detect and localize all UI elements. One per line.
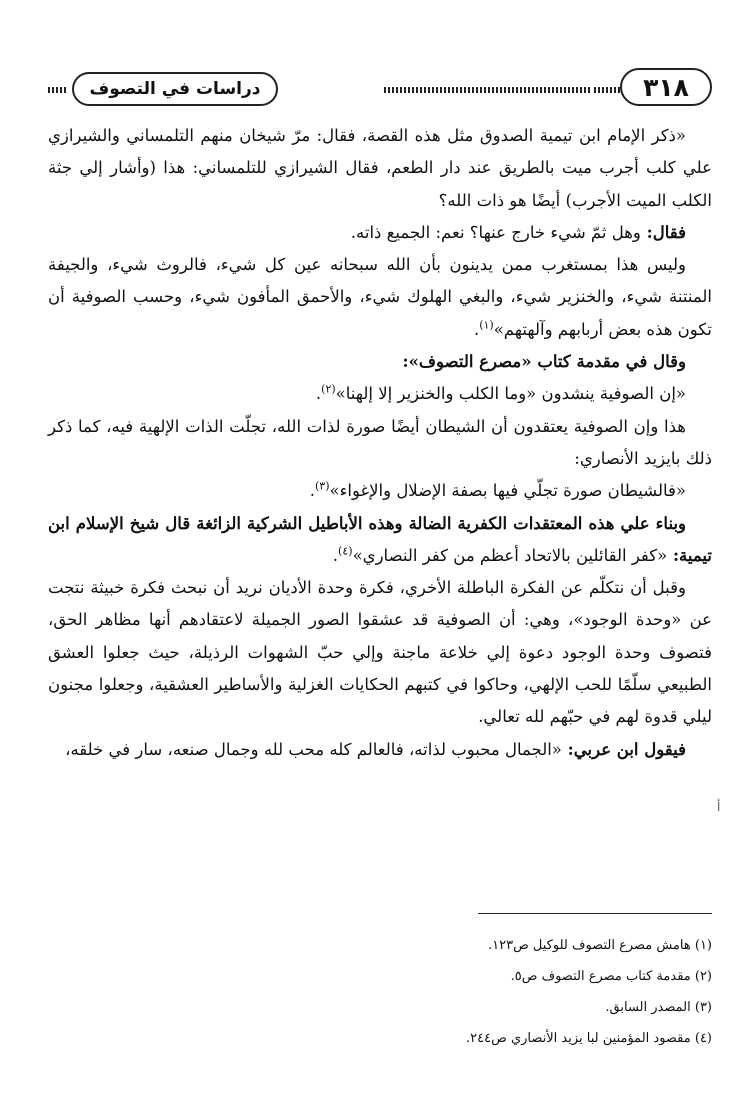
text-run: «فالشيطان صورة تجلّي فيها بصفة الإضلال والإغواء» [329, 481, 686, 501]
bold-text-run: وبناء علي هذه المعتقدات الكفرية الضالة وهذه الأباطيل الشركية الزائغة قال شيخ الإسلام ابن تيمية: [48, 513, 712, 565]
paragraph [48, 411, 712, 476]
text-run: . [473, 319, 480, 339]
footnote: (١) هامش مصرع التصوف للوكيل ص١٢٣. [487, 938, 712, 953]
paragraph [48, 217, 712, 249]
text-run: وليس هذا بمستغرب ممن يدينون بأن الله سبحانه عين كل شيء، فالروث شيء، والجيفة المنتنة شيء، والخنزير شيء، والبغي الهلوك شيء، والأحمق المأفون شيء، وحسب الصوفية أن تكون هذه بعض أربابهم وآلهتهم» [48, 255, 712, 339]
text-run: . [332, 545, 339, 565]
text-run: وقبل أن نتكلّم عن الفكرة الباطلة الأخري، فكرة وحدة الأديان نريد أن نبحث فكرة خبيثة نتجت عن «وحدة الوجود»، وهي: أن الصوفية قد عشقوا الصور الجميلة لاعتقادهم أنها مظاهر الحق، فتصوف وحدة الوجود دعوة إلي خلاعة ماجنة وإلي حبّ الشهوات الرذيلة، حيث جعلوا العشق الطبيعي سلّمًا للحب الإلهي، وحاكوا في كتبهم الحكايات الغزلية والأساطير العشقية، وجعلوا مجنون ليلي قدوة لهم في حبّهم لله تعالي. [48, 578, 712, 727]
text-run: «ذكر الإمام ابن تيمية الصدوق مثل هذه القصة، فقال: مرّ شيخان منهم التلمساني والشيرازي علي كلب أجرب ميت بالطريق عند دار الطعم، فقال الشيرازي للتلمساني: هذا (وأشار إلي جثة الكلب الميت الأجرب) أيضًا هو ذات الله؟ [48, 126, 712, 210]
bold-text-run: فيقول ابن عربي: [561, 739, 686, 759]
footnote-reference: (١) [479, 318, 494, 332]
paragraph [48, 249, 712, 346]
paragraph [48, 734, 712, 766]
bold-text-run: فقال: [640, 222, 686, 242]
footnote: (٢) مقدمة كتاب مصرع التصوف ص٥. [510, 969, 712, 984]
page-header [48, 68, 712, 108]
text-run: . [315, 384, 322, 404]
paragraph [48, 475, 712, 507]
text-run: هذا وإن الصوفية يعتقدون أن الشيطان أيضًا صورة لذات الله، تجلّت الذات الإلهية فيه، كما ذكر ذلك بايزيد الأنصاري: [48, 416, 712, 468]
margin-mark: ﺃ [717, 800, 721, 814]
body-text [48, 120, 712, 766]
footnote: (٤) مقصود المؤمنين لبا يزيد الأنصاري ص٢٤٤. [466, 1031, 712, 1046]
page-number: ٣١٨ [620, 68, 712, 106]
footnote-reference: (٣) [315, 479, 330, 493]
footnote: (٣) المصدر السابق. [605, 1000, 712, 1015]
paragraph [48, 378, 712, 410]
paragraph [48, 120, 712, 217]
running-title: دراسات في التصوف [72, 72, 278, 106]
text-run: «كفر القائلين بالاتحاد أعظم من كفر النصاري» [352, 545, 668, 565]
text-run: «إن الصوفية ينشدون «وما الكلب والخنزير إلا إلهنا» [335, 384, 686, 404]
text-run: «الجمال محبوب لذاته، فالعالم كله محب لله وجمال صنعه، سار في خلقه، [65, 739, 562, 759]
text-run: وهل ثمّ شيء خارج عنها؟ نعم: الجميع ذاته. [350, 222, 641, 242]
header-ornament-rule [594, 87, 620, 93]
text-run: . [309, 481, 315, 501]
footnote-reference: (٢) [321, 382, 336, 396]
header-ornament-rule [384, 87, 590, 93]
footnote-separator [478, 913, 712, 914]
header-ornament-rule [48, 87, 68, 93]
paragraph [48, 572, 712, 733]
footnotes [200, 930, 712, 1054]
footnote-reference: (٤) [338, 544, 353, 558]
paragraph [48, 508, 712, 573]
bold-text-run: وقال في مقدمة كتاب «مصرع التصوف»: [402, 352, 686, 372]
paragraph [48, 346, 712, 378]
